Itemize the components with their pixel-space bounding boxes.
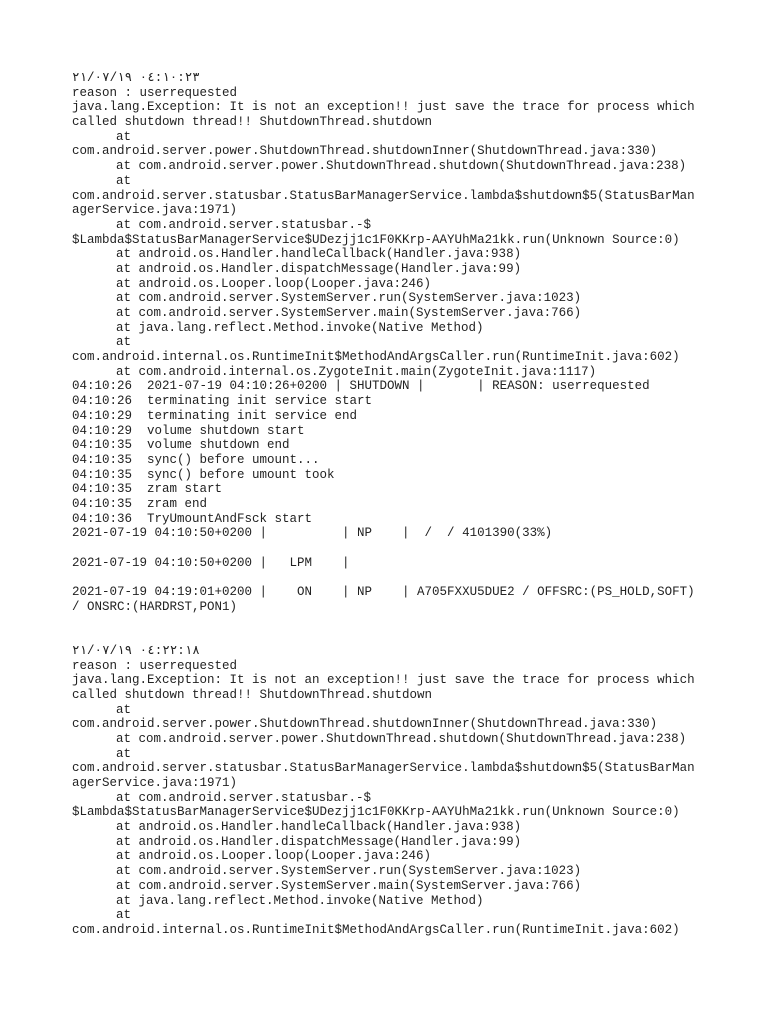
log-line: com.android.server.statusbar.StatusBarManagerService.lambda$shutdown$5(StatusBarMan [72,188,695,203]
log-line: agerService.java:1971) [72,203,238,218]
log-line: 04:10:35 zram end [72,496,208,511]
log-line: 04:10:26 terminating init service start [72,394,373,409]
log-line: at com.android.server.SystemServer.main(SystemServer.java:766) [116,306,582,320]
log-line: 2021-07-19 04:10:50+0200 | | NP | / / 4101390(33%) [72,526,553,541]
log-line: at android.os.Looper.loop(Looper.java:246) [116,276,432,291]
blank-line [72,541,700,556]
log-line: at android.os.Handler.handleCallback(Handler.java:938) [116,820,522,835]
log-text-block [72,71,700,938]
blank-line [72,614,700,629]
log-line: at android.os.Looper.loop(Looper.java:246) [116,849,432,864]
log-line: 04:10:35 zram start [72,482,223,497]
log-line: at android.os.Handler.handleCallback(Handler.java:938) [116,247,522,262]
log-line: 2021-07-19 04:19:01+0200 | ON | NP | A705FXXU5DUE2 / OFFSRC:(PS_HOLD,SOFT) [72,585,695,600]
log-line: at android.os.Handler.dispatchMessage(Handler.java:99) [116,261,522,276]
log-line: agerService.java:1971) [72,776,238,790]
log-line: at com.android.server.SystemServer.main(SystemServer.java:766) [116,878,582,893]
log-line: called shutdown thread!! ShutdownThread.shutdown [72,115,433,130]
log-line: com.android.internal.os.RuntimeInit$MethodAndArgsCaller.run(RuntimeInit.java:602) [72,922,680,937]
log-line: at [116,702,132,717]
log-line: 04:10:35 volume shutdown end [72,438,290,453]
log-line: at com.android.server.statusbar.-$ [116,217,372,232]
log-line: at java.lang.reflect.Method.invoke(Native Method) [116,320,484,335]
log-line: at [116,908,132,923]
log-line: 04:10:35 sync() before umount... [72,452,320,467]
log-line: 04:10:36 TryUmountAndFsck start [72,511,313,526]
log-line: at com.android.internal.os.ZygoteInit.main(ZygoteInit.java:1117) [116,364,597,379]
log-line: $Lambda$StatusBarManagerService$UDezjj1c1F0KKrp-AAYUhMa21kk.run(Unknown Source:0) [72,805,680,820]
log-line: reason : userrequested [72,658,238,673]
log-line: ٠٤:١٠:٢٣ ٢١/٠٧/١٩ [72,71,200,85]
log-line: at [116,746,132,761]
log-line: at [116,173,132,188]
log-line: at [116,129,132,144]
log-line: at com.android.server.power.ShutdownThread.shutdown(ShutdownThread.java:238) [116,159,687,174]
log-line: at com.android.server.SystemServer.run(SystemServer.java:1023) [116,291,582,306]
log-line: ٠٤:٢٢:١٨ ٢١/٠٧/١٩ [72,643,200,658]
log-line: com.android.server.statusbar.StatusBarManagerService.lambda$shutdown$5(StatusBarMan [72,761,695,776]
log-line: 04:10:29 terminating init service end [72,408,358,423]
log-line: called shutdown thread!! ShutdownThread.shutdown [72,687,433,702]
log-line: at com.android.server.SystemServer.run(SystemServer.java:1023) [116,864,582,879]
log-line: com.android.server.power.ShutdownThread.shutdownInner(ShutdownThread.java:330) [72,717,658,732]
blank-line [72,570,700,585]
log-line: com.android.internal.os.RuntimeInit$MethodAndArgsCaller.run(RuntimeInit.java:602) [72,350,680,365]
log-line: com.android.server.power.ShutdownThread.shutdownInner(ShutdownThread.java:330) [72,144,658,159]
log-line: at java.lang.reflect.Method.invoke(Native Method) [116,893,484,908]
log-line: 04:10:29 volume shutdown start [72,423,305,438]
log-line: at [116,335,132,350]
log-line: at com.android.server.power.ShutdownThread.shutdown(ShutdownThread.java:238) [116,731,687,746]
log-line: 04:10:35 sync() before umount took [72,467,335,482]
log-line: at com.android.server.statusbar.-$ [116,790,372,805]
log-line: $Lambda$StatusBarManagerService$UDezjj1c1F0KKrp-AAYUhMa21kk.run(Unknown Source:0) [72,232,680,247]
log-line: / ONSRC:(HARDRST,PON1) [72,599,238,614]
log-line: java.lang.Exception: It is not an exception!! just save the trace for process which [72,100,695,115]
blank-line [72,629,700,644]
log-line: java.lang.Exception: It is not an exception!! just save the trace for process which [72,673,695,688]
log-line: reason : userrequested [72,85,238,100]
log-line: 2021-07-19 04:10:50+0200 | LPM | [72,555,350,570]
log-line: at android.os.Handler.dispatchMessage(Handler.java:99) [116,834,522,849]
log-line: 04:10:26 2021-07-19 04:10:26+0200 | SHUTDOWN | | REASON: userrequested [72,379,650,394]
